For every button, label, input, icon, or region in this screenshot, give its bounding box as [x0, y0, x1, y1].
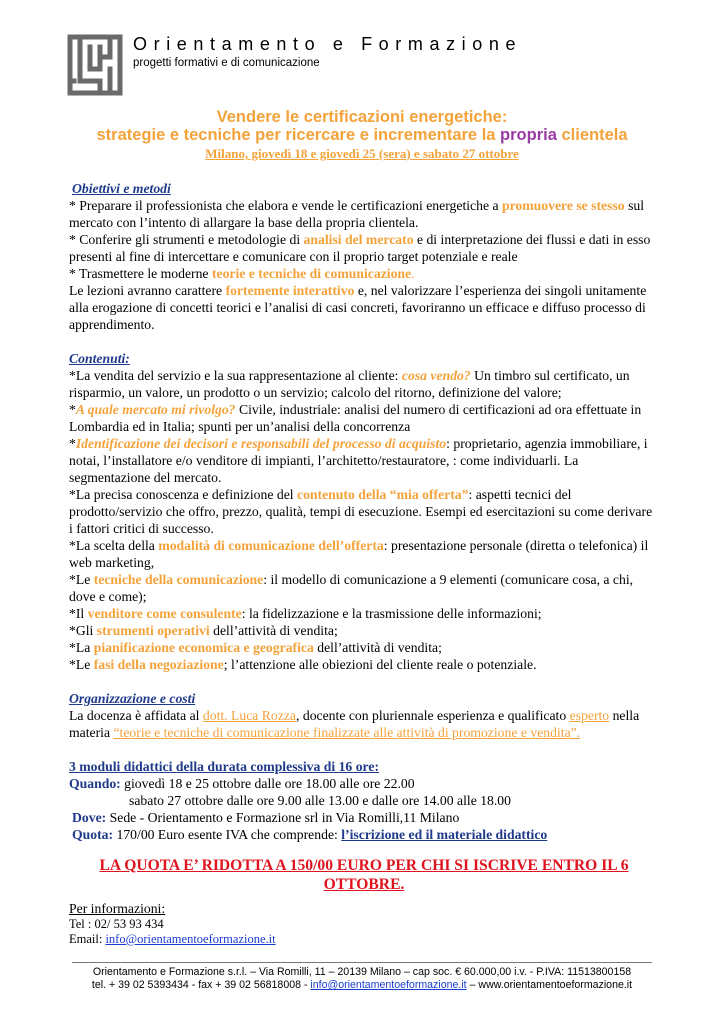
footer-email-link[interactable]: info@orientamentoeformazione.it [310, 979, 467, 991]
contenuti-item: *Il venditore come consulente: la fidelizzazione e la trasmissione delle informazioni; [69, 606, 542, 621]
document-body [69, 180, 659, 947]
moduli-heading: 3 moduli didattici della durata complessiva di 16 ore: [69, 759, 380, 774]
footer-line-2: tel. + 39 02 5393434 - fax + 39 02 56818008 - info@orientamentoeformazione.it – www.orientamentoeformazione.it [91, 979, 633, 991]
contenuti-item: *La vendita del servizio e la sua rappresentazione al cliente: cosa vendo? Un timbro sul certificato, un risparmio, un valore, un prodotto o un servizio; calcolo del ritorno, definizione del valore; [69, 368, 630, 400]
quota-line: Quota: 170/00 Euro esente IVA che comprende: l’iscrizione ed il materiale didattico [72, 827, 548, 842]
organizzazione-paragraph: La docenza è affidata al dott. Luca Rozza, docente con pluriennale esperienza e qualificato esperto nella materia “teorie e tecniche di comunicazione finalizzate alle attività di promozione e vendita”. [69, 708, 640, 740]
quando-line-2: sabato 27 ottobre dalle ore 9.00 alle 13.00 e dalle ore 14.00 alle 18.00 [129, 793, 511, 808]
footer-line-1: Orientamento e Formazione s.r.l. – Via Romilli, 11 – 20139 Milano – cap soc. € 60.000,00 i.v. - P.IVA: 11513800158 [92, 966, 632, 978]
contenuti-heading: Contenuti: [69, 351, 130, 366]
footer-divider [72, 962, 652, 963]
contenuti-item: *Gli strumenti operativi dell’attività di vendita; [69, 623, 338, 638]
obiettivi-bullet-1: * Preparare il professionista che elabora e vende le certificazioni energetiche a promuovere se stesso sul mercato con l’intento di allargare la base della propria clientela. [69, 198, 645, 230]
obiettivi-paragraph: Le lezioni avranno carattere fortemente interattivo e, nel valorizzare l’esperienza dei singoli unitamente alla erogazione di concetti teorici e l’analisi di casi concreti, favoriranno un efficace e diffuso processo di apprendimento. [69, 283, 647, 332]
contenuti-item: *Identificazione dei decisori e responsabili del processo di acquisto: proprietario, agenzia immobiliare, i notai, l’installatore e/o venditore di impianti, l’architetto/restauratore, : come individuarli. La segmentazione del mercato. [69, 436, 648, 485]
obiettivi-bullet-3: * Trasmettere le moderne teorie e tecniche di comunicazione. [69, 266, 415, 281]
course-dates: Milano, giovedì 18 e giovedì 25 (sera) e sabato 27 ottobre [205, 146, 519, 161]
quando-line: Quando: giovedì 18 e 25 ottobre dalle ore 18.00 alle ore 22.00 [69, 776, 415, 791]
contenuti-item: *La pianificazione economica e geografica dell’attività di vendita; [69, 640, 442, 655]
page-title: Vendere le certificazioni energetiche: [216, 108, 508, 126]
info-heading: Per informazioni: [69, 901, 166, 916]
info-email: Email: info@orientamentoeformazione.it [69, 932, 276, 946]
contenuti-item: *Le fasi della negoziazione; l’attenzione alle obiezioni del cliente reale o potenziale. [69, 657, 537, 672]
brand-name: Orientamento e Formazione [133, 34, 523, 54]
email-link[interactable]: info@orientamentoeformazione.it [105, 932, 276, 946]
obiettivi-heading: Obiettivi e metodi [72, 181, 171, 196]
maze-logo-icon [66, 33, 124, 97]
brand-tagline: progetti formativi e di comunicazione [133, 57, 320, 69]
dove-line: Dove: Sede - Orientamento e Formazione srl in Via Romilli,11 Milano [72, 810, 460, 825]
contenuti-item: *La scelta della modalità di comunicazione dell’offerta: presentazione personale (diretta o telefonica) il web marketing, [69, 538, 649, 570]
discount-notice: LA QUOTA E’ RIDOTTA A 150/00 EURO PER CHI SI ISCRIVE ENTRO IL 6 OTTOBRE. [99, 857, 629, 893]
page-subtitle: strategie e tecniche per ricercare e incrementare la propria clientela [96, 126, 628, 144]
contenuti-item: *Le tecniche della comunicazione: il modello di comunicazione a 9 elementi (comunicare cosa, a chi, dove e come); [69, 572, 634, 604]
docente-link[interactable]: dott. Luca Rozza [202, 708, 296, 723]
contenuti-item: *La precisa conoscenza e definizione del contenuto della “mia offerta”: aspetti tecnici del prodotto/servizio che offro, prezzo, qualità, tempi di esecuzione. Esempi ed esercitazioni su come derivare i fattori critici di successo. [69, 487, 653, 536]
info-tel: Tel : 02/ 53 93 434 [69, 917, 164, 931]
obiettivi-bullet-2: * Conferire gli strumenti e metodologie di analisi del mercato e di interpretazione dei flussi e dati in esso presenti al fine di intercettare e comunicare con il proprio target potenziale e reale [69, 232, 651, 264]
contenuti-item: *A quale mercato mi rivolgo? Civile, industriale: analisi del numero di certificazioni ad ora effettuate in Lombardia ed in Italia; spunti per un’analisi della concorrenza [69, 402, 642, 434]
organizzazione-heading: Organizzazione e costi [69, 691, 196, 706]
